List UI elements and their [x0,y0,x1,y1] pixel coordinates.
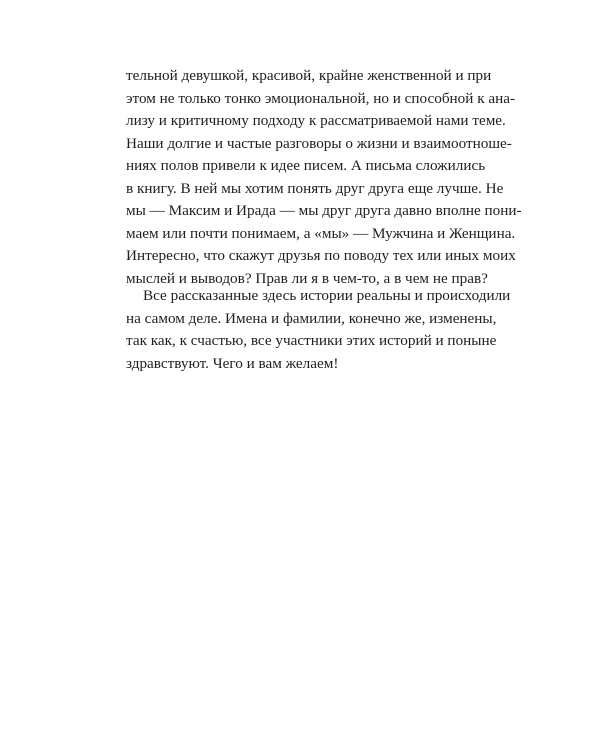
text-line: Интересно, что скажут друзья по поводу тех или иных моих [126,247,516,264]
text-line: маем или почти понимаем, а «мы» — Мужчина и Женщина. [126,224,516,242]
paragraph-letters-intro [126,65,522,290]
text-line: так как, к счастью, все участники этих историй и поныне [126,332,497,349]
text-line: мыслей и выводов? Прав ли я в чем-то, а в чем не прав? [126,269,488,287]
text-line: здравствуют. Чего и вам желаем! [126,354,339,372]
paragraph-disclaimer [126,285,511,375]
text-line: тельной девушкой, красивой, крайне женственной и при [126,67,492,84]
text-line: Все рассказанные здесь истории реальны и происходили [143,287,511,304]
text-line: лизу и критичному подходу к рассматриваемой нами теме. [126,112,506,129]
text-line: в книгу. В ней мы хотим понять друг друга еще лучше. Не [126,179,504,197]
text-line: на самом деле. Имена и фамилии, конечно же, изменены, [126,309,497,327]
text-line: Наши долгие и частые разговоры о жизни и взаимоотноше- [126,134,512,152]
text-line: ниях полов привели к идее писем. А письма сложились [126,157,486,174]
text-line: мы — Максим и Ирада — мы друг друга давно вполне пони- [126,202,522,219]
text-line: этом не только тонко эмоциональной, но и способной к ана- [126,89,516,107]
